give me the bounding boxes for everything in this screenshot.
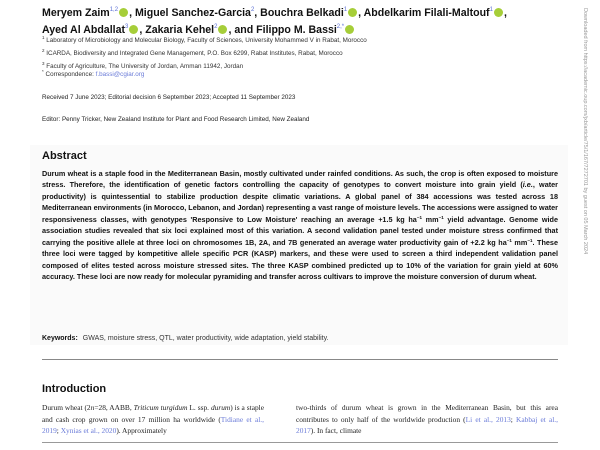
affiliation-3: $^3$ Faculty of Agriculture, The University of Jordan, Amman 11942, Jordan bbox=[42, 61, 244, 70]
abstract-heading: Abstract bbox=[42, 150, 87, 162]
orcid-icon[interactable] bbox=[494, 8, 503, 17]
author-line-1: Meryem Zaim$^{1,2}$ , Miguel Sanchez-Garcia$^2$, Bouchra Belkadi$^1$ , Abdelkarim Filali-Maltouf$^1$ , bbox=[42, 7, 507, 19]
abstract-text: Durum wheat is a staple food in the Mediterranean Basin, mostly cultivated under rainfed conditions. As such, the crop is often exposed to moisture stress. Therefore, the identification of genetic factors controlling the capacity of genotypes to convert moisture into grain yield (i.e., water productivity) is quintessential to stabilize production despite climatic variations. A global panel of 384 accessions was tested across 18 Mediterranean environments (in Morocco, Lebanon, and Jordan) representing a vast range of moisture levels. The accessions were assigned to water responsiveness classes, with genotypes 'Responsive to Low Moisture' reaching an average +1.5 kg $ha^{-1}$ $mm^{-1}$ yield advantage. Genome wide association studies revealed that six loci explained most of this variation. A second validation panel tested under moisture stress confirmed that carrying the positive allele at three loci on chromosomes 1B, 2A, and 7B generated an average water productivity gain of +2.2 kg $ha^{-1}$ $mm^{-1}$. These three loci were tagged by kompetitive allele specific PCR (KASP) markers, and these were used to screen a third independent validation panel composed of elites tested across moisture stressed sites. The three KASP combined predicted up to 10% of the variation for grain yield at 60% accuracy. These loci are now ready for molecular pyramiding and transfer across cultivars to improve the moisture conversion of durum wheat. bbox=[42, 169, 558, 282]
received-dates: Received 7 June 2023; Editorial decision 6 September 2023; Accepted 11 September 2023 bbox=[42, 94, 296, 101]
author-name[interactable]: Abdelkarim Filali-Maltouf bbox=[363, 7, 490, 19]
affiliation-1: $^1$ Laboratory of Microbiology and Molecular Biology, Faculty of Sciences, University Mohammed V in Rabat, Morocco bbox=[42, 35, 367, 44]
editor-line: Editor: Penny Tricker, New Zealand Institute for Plant and Food Research Limited, New Zealand bbox=[42, 116, 310, 123]
author-name[interactable]: Miguel Sanchez-Garcia bbox=[134, 7, 251, 19]
orcid-icon[interactable] bbox=[348, 8, 357, 17]
citation-link[interactable]: Tidiane et al., 2019 bbox=[42, 414, 265, 435]
keywords-label: Keywords: bbox=[42, 335, 78, 342]
introduction-heading: Introduction bbox=[42, 383, 107, 395]
correspondence: * Correspondence: f.bassi@cgiar.org bbox=[42, 69, 145, 79]
keywords bbox=[42, 335, 329, 342]
orcid-icon[interactable] bbox=[119, 8, 128, 17]
author-list bbox=[42, 3, 562, 37]
keywords-list: GWAS, moisture stress, QTL, water productivity, wide adaptation, yield stability. bbox=[82, 335, 329, 342]
intro-column-left: Durum wheat (2n=28, AABB, Triticum turgidum L. ssp. durum) is a staple and cash crop grown on over 17 million ha worldwide (Tidiane et al., 2019; Xynias et al., 2020). Approximately bbox=[42, 403, 265, 435]
download-watermark: Downloaded from https://academic.oup.com/jxb/article/75/1/167/7272701 by guest on 05 March 2024 bbox=[582, 8, 588, 255]
correspondence-email-link[interactable]: f.bassi@cgiar.org bbox=[95, 71, 145, 79]
author-name[interactable]: Filippo M. Bassi bbox=[256, 24, 337, 36]
affiliation-2: $^2$ ICARDA, Biodiversity and Integrated Gene Management, P.O. Box 6299, Rabat Institutes, Rabat, Morocco bbox=[42, 48, 343, 57]
page-bottom-divider bbox=[42, 442, 558, 443]
intro-column-right: two-thirds of durum wheat is grown in the Mediterranean Basin, but this area contributes to only half of the worldwide production (Li et al., 2013; Kabbaj et al., 2017). In fact, climate bbox=[296, 403, 558, 435]
author-name[interactable]: Ayed Al Abdallat bbox=[42, 24, 125, 36]
author-name[interactable]: Meryem Zaim bbox=[42, 7, 110, 19]
author-line-2: Ayed Al Abdallat$^3$ , Zakaria Kehel$^2$ , and Filippo M. Bassi$^{2,*}$ bbox=[42, 20, 562, 37]
author-name[interactable]: Zakaria Kehel bbox=[145, 24, 215, 36]
citation-link[interactable]: Kabbaj et al., 2017 bbox=[296, 414, 558, 435]
affiliations bbox=[42, 33, 562, 72]
citation-link[interactable]: Li et al., 2013 bbox=[465, 414, 511, 424]
author-name[interactable]: Bouchra Belkadi bbox=[260, 7, 344, 19]
section-divider bbox=[42, 359, 558, 360]
citation-link[interactable]: Xynias et al., 2020 bbox=[60, 426, 117, 435]
